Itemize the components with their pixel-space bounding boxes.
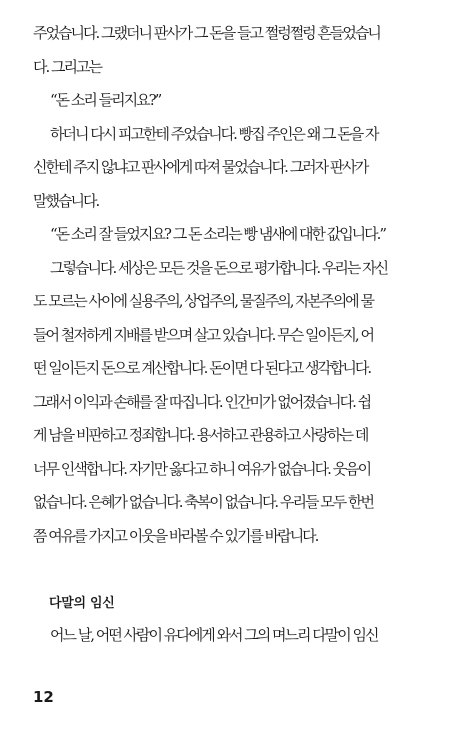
- text-line: 그렇습니다. 세상은 모든 것을 돈으로 평가합니다. 우리는 자신: [50, 258, 388, 277]
- text-line: 신한테 주지 않냐고 판사에게 따져 물었습니다. 그러자 판사가: [33, 158, 368, 176]
- text-line: 떤 일이든지 돈으로 계산합니다. 돈이면 다 된다고 생각합니다.: [33, 359, 371, 377]
- text-line: 쯤 여유를 가지고 이웃을 바라볼 수 있기를 바랍니다.: [33, 526, 318, 545]
- text-line: 들어 철저하게 지배를 받으며 살고 있습니다. 무슨 일이든지, 어: [33, 325, 373, 344]
- text-line: 말했습니다.: [33, 191, 99, 210]
- text-line: 어느 날, 어떤 사람이 유다에게 와서 그의 며느리 다말이 임신: [50, 626, 378, 644]
- text-line: “돈 소리 잘 들었지요? 그 돈 소리는 빵 냄새에 대한 값입니다.”: [50, 225, 386, 243]
- text-line: 없습니다. 은혜가 없습니다. 축복이 없습니다. 우리들 모두 한번: [33, 493, 373, 511]
- text-line: 그래서 이익과 손해를 잘 따집니다. 인간미가 없어졌습니다. 쉽: [33, 392, 371, 411]
- section-heading: 다말의 임신: [49, 596, 115, 611]
- text-line: 도 모르는 사이에 실용주의, 상업주의, 물질주의, 자본주의에 물: [33, 292, 373, 310]
- text-line: 하더니 다시 피고한테 주었습니다. 빵집 주인은 왜 그 돈을 자: [50, 124, 378, 143]
- text-line: 너무 인색합니다. 자기만 옳다고 하니 여유가 없습니다. 웃음이: [33, 459, 371, 478]
- text-line: 다. 그리고는: [33, 57, 101, 76]
- body-text: [33, 24, 443, 560]
- text-line: 게 남을 비판하고 정죄합니다. 용서하고 관용하고 사랑하는 데: [33, 426, 368, 444]
- section-body: [33, 626, 453, 660]
- text-line: “돈 소리 들리지요?”: [50, 91, 161, 109]
- page-number: 12: [33, 688, 54, 706]
- text-line: 주었습니다. 그랬더니 판사가 그 돈을 들고 쩔렁쩔렁 흔들었습니: [33, 24, 380, 42]
